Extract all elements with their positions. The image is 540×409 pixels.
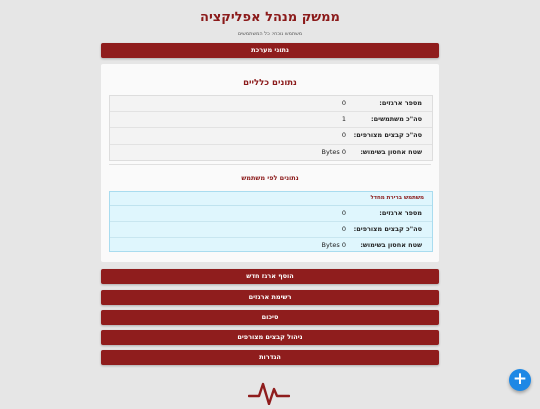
user-stat-row-storage [110, 238, 432, 253]
stat-value: 1 [341, 115, 346, 124]
user-name: משתמש ברירת מחדל [110, 192, 432, 206]
per-user-data-title: נתונים לפי משתמש [241, 174, 299, 182]
stat-label: מספר ארגזים: [379, 99, 422, 107]
stat-value: 0 [341, 131, 346, 140]
stat-label: שטח אחסון בשימוש: [360, 241, 422, 249]
user-stat-row-boxes [110, 206, 432, 222]
settings-button[interactable]: הגדרות [101, 350, 439, 365]
add-box-button[interactable]: הוסף ארגז חדש [101, 269, 439, 284]
attachments-management-button[interactable]: ניהול קבצים מצורפים [101, 330, 439, 345]
stat-label: סה"כ קבצים מצורפים: [353, 131, 422, 140]
stat-row-users [110, 112, 432, 128]
heartbeat-logo-icon [248, 378, 290, 409]
stat-value: 0 Bytes [321, 147, 346, 156]
user-stats-card [109, 191, 433, 252]
stat-label: שטח אחסון בשימוש: [360, 147, 422, 156]
plus-icon: + [512, 369, 528, 389]
stat-value: 0 Bytes [321, 241, 346, 249]
stat-value: 0 [341, 209, 346, 217]
general-data-title: נתונים כלליים [243, 78, 297, 88]
page-title: ממשק מנהל אפליקציה [200, 10, 340, 25]
stat-label: סה"כ משתמשים: [371, 115, 422, 124]
section-divider [109, 164, 431, 165]
stat-value: 0 [341, 99, 346, 107]
stat-label: סה"כ קבצים מצורפים: [353, 225, 422, 233]
box-list-button[interactable]: רשימת ארגזים [101, 290, 439, 305]
stat-value: 0 [341, 225, 346, 233]
stat-row-attachments [110, 128, 432, 144]
system-data-panel [101, 64, 439, 262]
general-stats-table [109, 95, 433, 161]
stat-label: מספר ארגזים: [379, 209, 422, 217]
add-fab-button[interactable] [509, 369, 531, 391]
user-stat-row-attachments [110, 222, 432, 238]
stat-row-storage [110, 145, 432, 160]
stat-row-boxes [110, 96, 432, 112]
system-data-button[interactable]: נתוני מערכת [101, 43, 439, 58]
summary-button[interactable]: סיכום [101, 310, 439, 325]
current-user-label: משתמש נוכחי: כל המשתמשים [237, 31, 303, 37]
